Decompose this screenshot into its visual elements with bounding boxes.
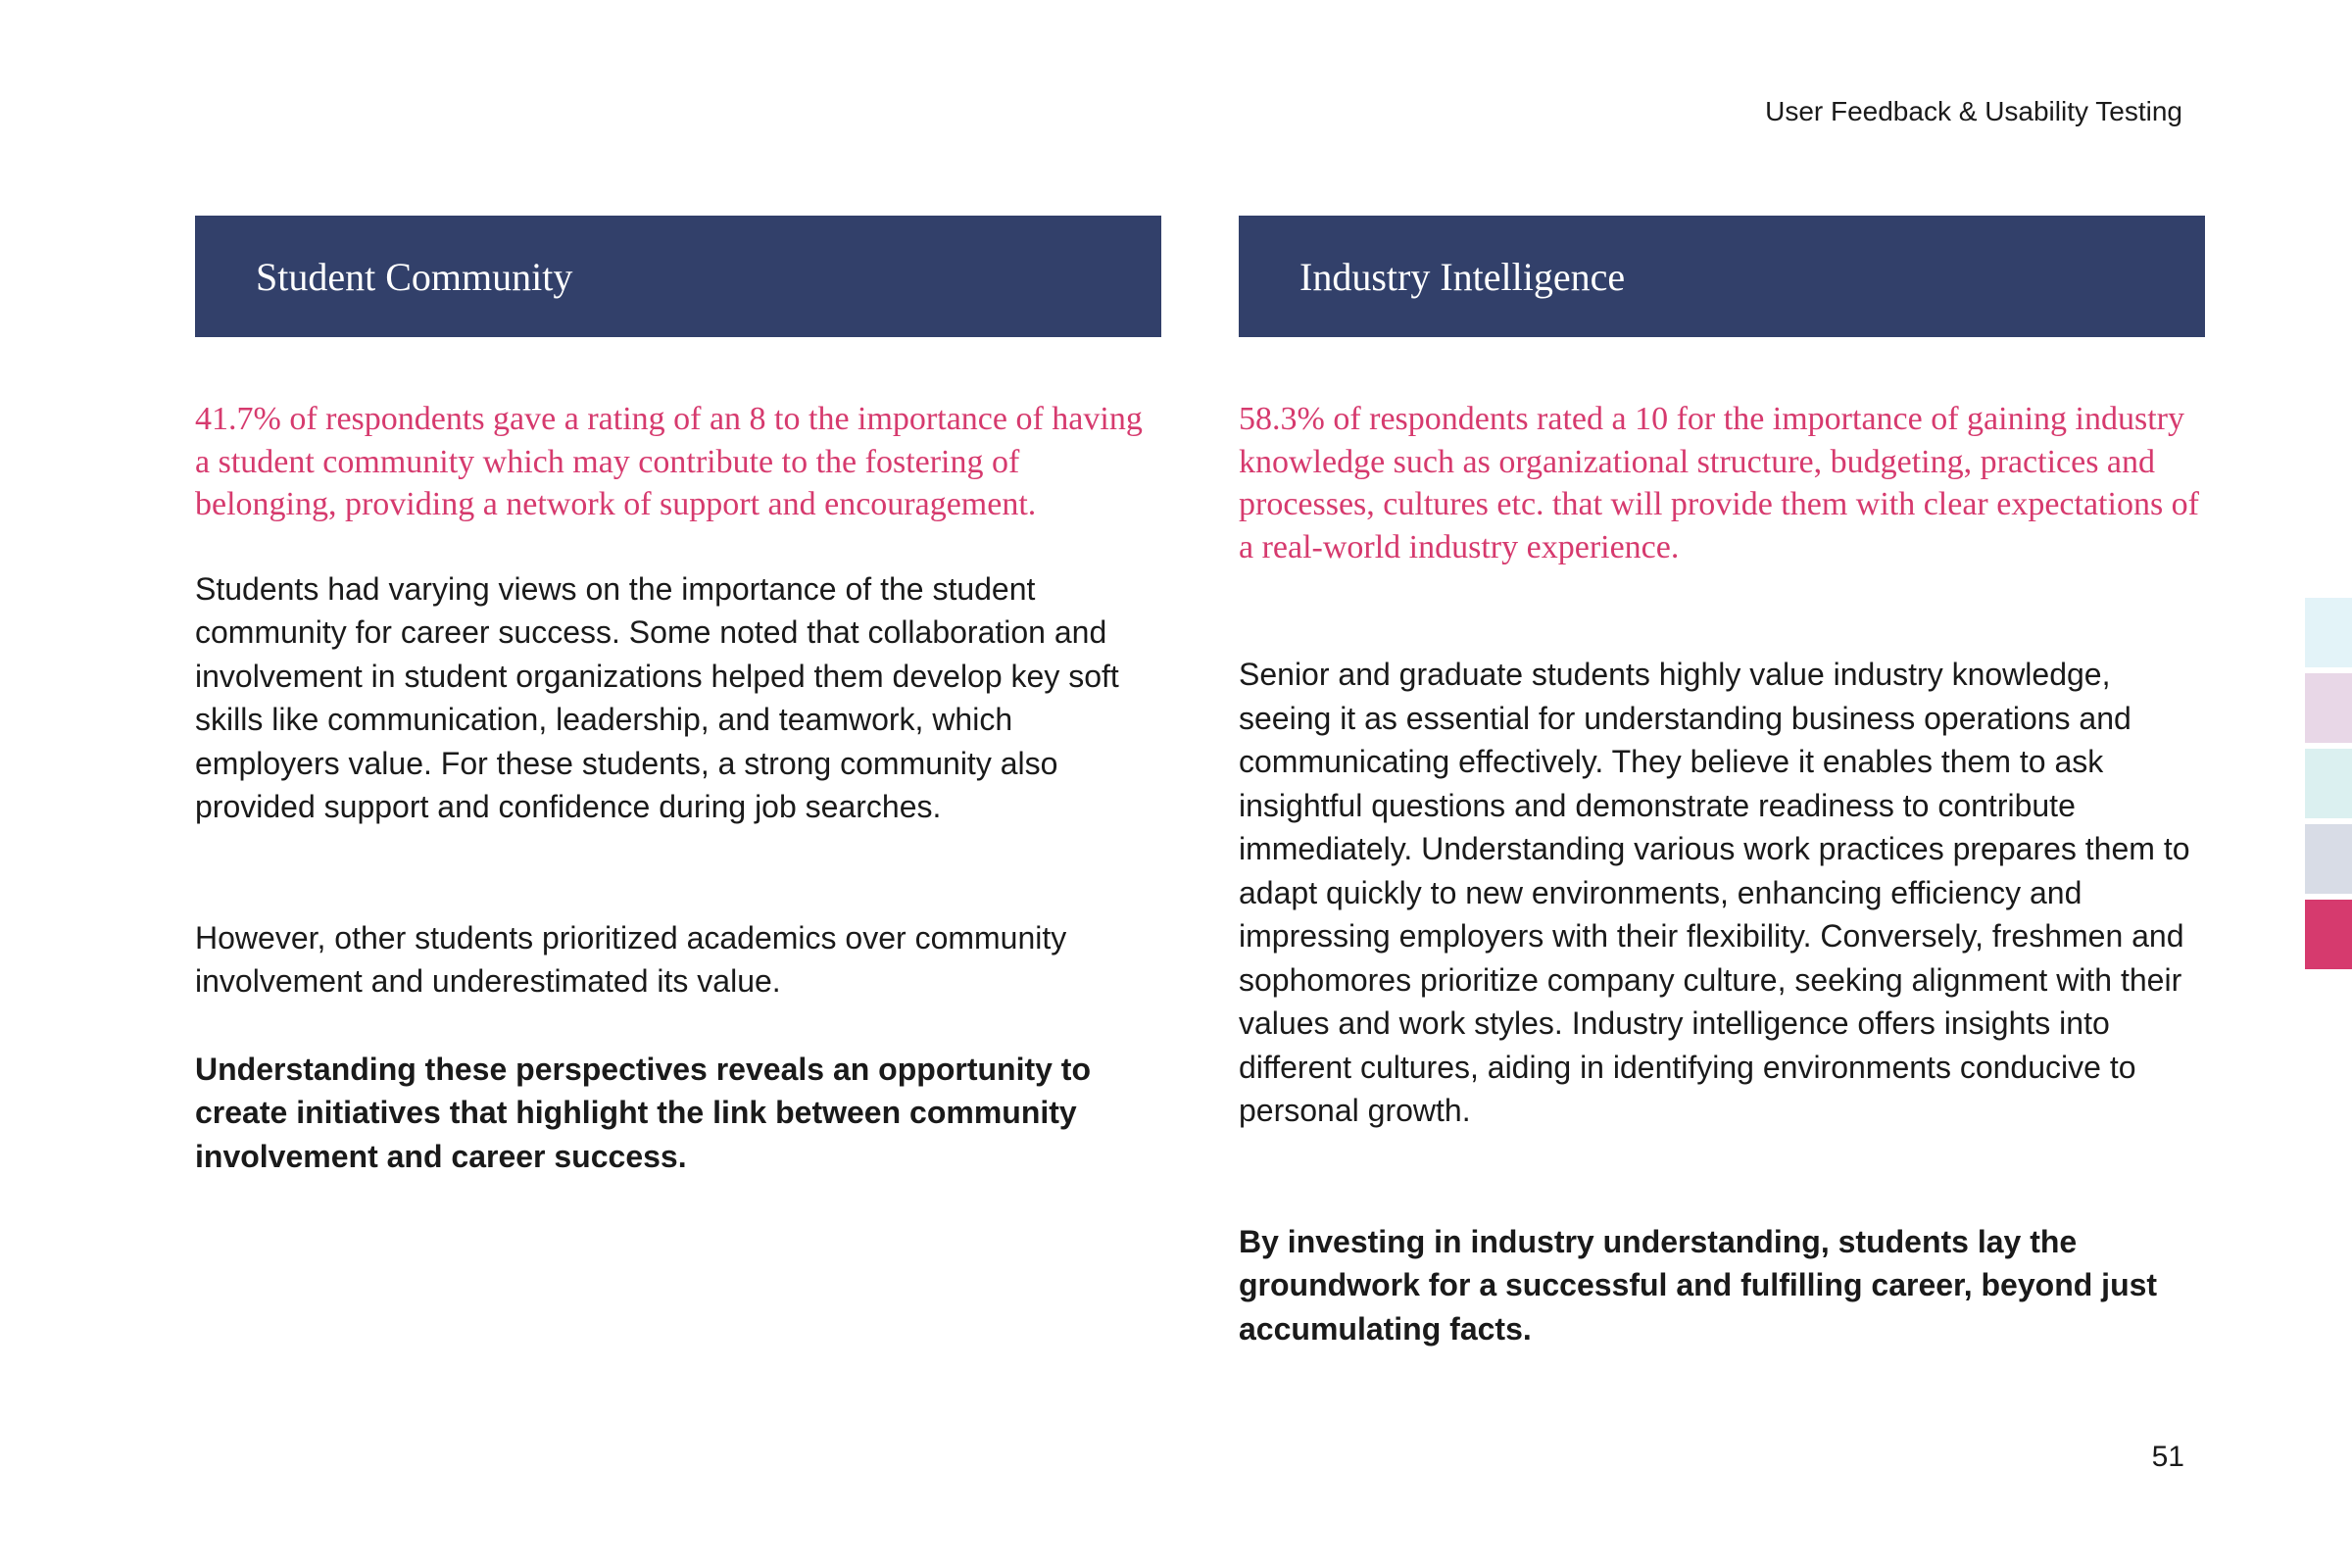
side-tab-2[interactable] xyxy=(2305,673,2352,743)
section-banner-title: Student Community xyxy=(256,254,573,299)
conclusion-paragraph: Understanding these perspectives reveals an opportunity to create initiatives that highlight the link between community involvement and career success. xyxy=(195,1051,1091,1174)
body-paragraph: However, other students prioritized academics over community involvement and underestimated its value. xyxy=(195,919,1067,999)
section-banner-student-community xyxy=(195,216,1161,337)
body-paragraph: Senior and graduate students highly value industry knowledge, seeing it as essential for understanding business operations and communicating effectively. They believe it enables them to ask insightful questions and demonstrate readiness to contribute immediately. Understanding various work practices prepares them to adapt quickly to new environments, enhancing efficiency and impressing employers with their flexibility. Conversely, freshmen and sophomores prioritize company culture, seeking alignment with their values and work styles. Industry intelligence offers insights into different cultures, aiding in identifying environments conducive to personal growth. xyxy=(1239,657,2190,1128)
section-banner-title: Industry Intelligence xyxy=(1299,254,1626,299)
page-number: 51 xyxy=(2151,1441,2184,1473)
side-tab-3[interactable] xyxy=(2305,749,2352,818)
side-tab-5-active[interactable] xyxy=(2305,900,2352,969)
student-community-section xyxy=(195,216,1161,1178)
document-header-title: User Feedback & Usability Testing xyxy=(1765,96,2182,126)
section-banner-industry-intelligence xyxy=(1239,216,2205,337)
side-tab-4[interactable] xyxy=(2305,824,2352,894)
body-paragraph: Students had varying views on the importance of the student community for career success. Some noted that collaboration and involvement in student organizations helped them develop key soft skills like communication, leadership, and teamwork, which employers value. For these students, a strong community also provided support and confidence during job searches. xyxy=(195,570,1119,824)
industry-intelligence-section xyxy=(1239,216,2205,1350)
statistic-highlight: 41.7% of respondents gave a rating of an 8 to the importance of having a student community which may contribute to the fostering of belonging, providing a network of support and encouragement. xyxy=(195,401,1143,522)
statistic-highlight: 58.3% of respondents rated a 10 for the importance of gaining industry knowledge such as organizational structure, budgeting, practices and processes, cultures etc. that will provide them with clear expectations of a real-world industry experience. xyxy=(1239,401,2200,565)
side-tab-1[interactable] xyxy=(2305,598,2352,667)
conclusion-paragraph: By investing in industry understanding, students lay the groundwork for a successful and fulfilling career, beyond just accumulating facts. xyxy=(1239,1223,2158,1347)
side-section-tabs xyxy=(2305,598,2352,975)
